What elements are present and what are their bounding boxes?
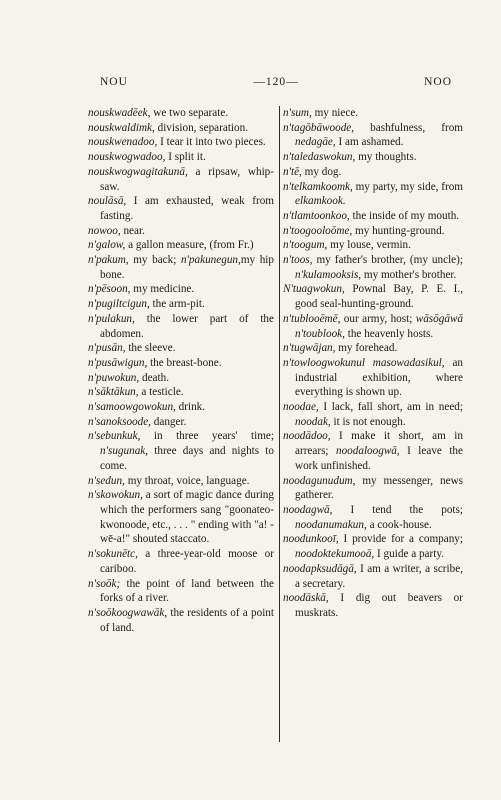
entry-headword: noodunkooī, [283,533,339,546]
dictionary-entry [88,415,274,430]
entry-definition: drink. [175,401,206,414]
entry-headword: n'pakunegun, [180,254,241,267]
entry-headword: n'sedun, [88,474,125,487]
dictionary-entry [88,547,274,576]
dictionary-entry [283,121,463,150]
entry-definition: a cook-house. [366,518,432,531]
entry-headword: n'skowokun, [88,489,143,502]
entry-definition: the arm-pit. [149,298,205,311]
entry-definition: it is not enough. [330,415,406,428]
entry-headword: noodāskā, [283,592,329,605]
dictionary-entry [283,209,463,224]
dictionary-entry [88,488,274,547]
entry-definition: a gallon measure, (from Fr.) [125,239,254,252]
dictionary-entry [283,238,463,253]
entry-definition: I leave the work unfinished. [295,445,463,472]
entry-definition: a sort of magic dance during which the performers sang "goonateo-kwonoode, etc., . . . " ending with "a! -wē-a!" shouted staccato. [100,489,274,546]
dictionary-entry [283,429,463,473]
entry-headword: elkamkook. [295,195,346,208]
entry-definition: I tend the pots; [332,503,463,516]
dictionary-entry [283,312,463,341]
dictionary-entry [283,180,463,209]
dictionary-entry [88,312,274,341]
dictionary-entry [283,106,463,121]
entry-headword: noodagwā, [283,503,333,516]
entry-headword: n'sugunak, [100,445,149,458]
entry-headword: nouskwaldimk, [88,121,155,134]
entry-headword: n'tē, [283,165,302,178]
entry-headword: noodanumakun, [295,518,367,531]
dictionary-entry [283,224,463,239]
entry-definition: I provide for a company; [338,533,463,546]
entry-headword: n'toos, [283,254,313,267]
entry-definition: my throat, voice, language. [124,474,250,487]
entry-headword: n'tugwājan, [283,342,336,355]
entry-definition: near. [120,224,145,237]
dictionary-entry [88,577,274,606]
entry-definition: the point of land between the forks of a river. [100,577,274,605]
dictionary-entry [88,356,274,371]
entry-definition: my messenger, news gatherer. [295,474,463,502]
entry-headword: noodoktekumooā, [295,548,375,561]
entry-headword: n'kulamooksis, [295,268,362,281]
entry-definition: I dig out beavers or muskrats. [295,592,463,619]
entry-headword: nouskwogwagitakunā, [88,165,188,178]
entry-headword: n'tagōbāwoode, [283,121,355,134]
entry-headword: n'pakum, [88,254,129,267]
entry-definition: the heavenly hosts. [344,327,434,340]
entry-headword: n'puwokun, [88,371,140,384]
entry-definition: a ripsaw, whip-saw. [100,165,274,193]
dictionary-entry [88,165,274,194]
entry-definition: my thoughts. [355,151,417,164]
dictionary-entry [283,474,463,503]
dictionary-entry [88,400,274,415]
entry-headword: n'pugiltcigun, [88,298,150,311]
entry-headword: n'pusāwigun, [88,356,148,369]
entry-definition: three days and nights to come. [100,445,274,472]
entry-definition: division, separation. [154,121,249,134]
dictionary-entry [88,224,274,239]
entry-definition: our army, host; [340,312,416,325]
entry-definition: my hip bone. [100,254,274,281]
dictionary-entry [88,150,274,165]
dictionary-entry [283,532,463,561]
dictionary-entry [88,371,274,386]
entry-headword: nedagāe, [295,136,336,149]
dictionary-entry [283,591,463,620]
entry-definition: my father's brother, (my uncle); [312,254,463,267]
page-number: —120— [253,76,299,88]
dictionary-entry [88,121,274,136]
entry-headword: noodādoo, [283,430,331,443]
dictionary-entry [88,297,274,312]
entry-definition: we two separate. [150,107,229,119]
dictionary-entry [283,253,463,282]
entry-definition: the inside of my mouth. [349,209,460,222]
entry-headword: n'soōk; [88,577,121,590]
entry-headword: n'sebunkuk, [88,430,141,443]
entry-headword: n'towloogwokunul masowadasikul, [283,356,445,369]
entry-definition: bashfulness, from [354,121,463,134]
entry-definition: I am a writer, a scribe, a secretary. [295,562,463,590]
entry-definition: danger. [150,415,187,428]
entry-definition: my forehead. [335,342,398,355]
dictionary-entry [88,238,274,253]
entry-headword: n'samoowgowokun, [88,401,176,414]
entry-headword: nouskwenadoo, [88,136,158,149]
dictionary-entry [283,400,463,429]
dictionary-entry [88,135,274,150]
entry-headword: n'sokunētc, [88,548,138,561]
entry-headword: n'toogooloōme, [283,224,353,237]
entry-definition: my back; [128,254,181,267]
entry-definition: my mother's brother. [361,268,457,281]
dictionary-entry [283,356,463,400]
entry-headword: n'galow, [88,239,126,252]
entry-headword: wāsōgāwā n'toublook, [295,312,463,340]
dictionary-entry [283,165,463,180]
left-column [88,106,274,756]
entry-definition: Pownal Bay, P. E. I., good seal-hunting-ground. [295,283,463,311]
dictionary-entry [88,253,274,282]
dictionary-entry [88,474,274,489]
entry-definition: my louse, vermin. [327,239,411,252]
dictionary-entry [88,606,274,635]
dictionary-entry [88,194,274,223]
column-divider [279,106,280,742]
entry-headword: noodak, [295,415,331,428]
entry-definition: I am ashamed. [335,136,404,149]
entry-headword: noulāsā, [88,195,127,208]
right-column [283,106,463,756]
entry-definition: I lack, fall short, am in need; [318,401,463,414]
entry-headword: n'taledaswokun, [283,151,356,164]
dictionary-entry [88,429,274,473]
entry-definition: death. [139,371,170,384]
dictionary-entry [88,106,274,121]
entry-headword: N'tuagwokun, [283,283,345,296]
entry-headword: n'tublooēmē, [283,312,341,325]
entry-definition: a three-year-old moose or cariboo. [100,548,274,575]
entry-definition: my hunting-ground. [352,224,445,237]
entry-headword: n'pulakun, [88,312,135,325]
entry-definition: a testicle. [138,386,184,399]
dictionary-entry [283,341,463,356]
entry-definition: the residents of a point of land. [100,606,274,634]
entry-headword: nouskwogwadoo, [88,151,166,164]
dictionary-entry [283,150,463,165]
entry-headword: n'pēsoon, [88,283,131,296]
dictionary-entry [88,385,274,400]
entry-headword: n'sum, [283,107,312,119]
entry-headword: n'pusān, [88,342,126,355]
entry-headword: noodagunudum, [283,474,356,487]
entry-definition: I am exhausted, weak from fasting. [100,195,274,222]
dictionary-entry [88,282,274,297]
entry-headword: n'tlamtoonkoo, [283,209,350,222]
entry-definition: my medicine. [130,283,195,296]
entry-headword: n'sāktākun, [88,386,139,399]
entry-definition: the lower part of the abdomen. [100,312,274,340]
header-right-guide-word: NOO [424,76,452,88]
entry-headword: noodaloogwā, [335,445,400,458]
entry-definition: in three years' time; [140,430,274,443]
entry-definition: I guide a party. [374,548,445,561]
entry-headword: noodae, [283,401,319,414]
entry-headword: n'sanoksoode, [88,415,151,428]
page-header [100,76,452,92]
entry-headword: noodapksudāgā, [283,562,357,575]
dictionary-entry [283,282,463,311]
entry-definition: I split it. [165,151,206,164]
dictionary-entry [88,341,274,356]
entry-definition: I tear it into two pieces. [157,136,266,149]
entry-definition: my party, my side, from [352,180,463,193]
entry-headword: n'telkamkoomk, [283,180,353,193]
entry-headword: n'toogum, [283,239,328,252]
dictionary-entry [283,503,463,532]
header-left-guide-word: NOU [100,76,128,88]
entry-definition: I make it short, am in arrears; [295,430,463,458]
entry-definition: the sleeve. [125,342,176,355]
dictionary-entry [283,562,463,591]
entry-headword: nouskwadēek, [88,107,151,119]
entry-definition: my dog. [301,165,342,178]
entry-definition: an industrial exhibition, where everything is shown up. [295,356,463,399]
entry-headword: nowoo, [88,224,121,237]
entry-definition: my niece. [311,107,359,119]
entry-headword: n'soōkoogwawāk, [88,606,168,619]
entry-definition: the breast-bone. [147,356,222,369]
